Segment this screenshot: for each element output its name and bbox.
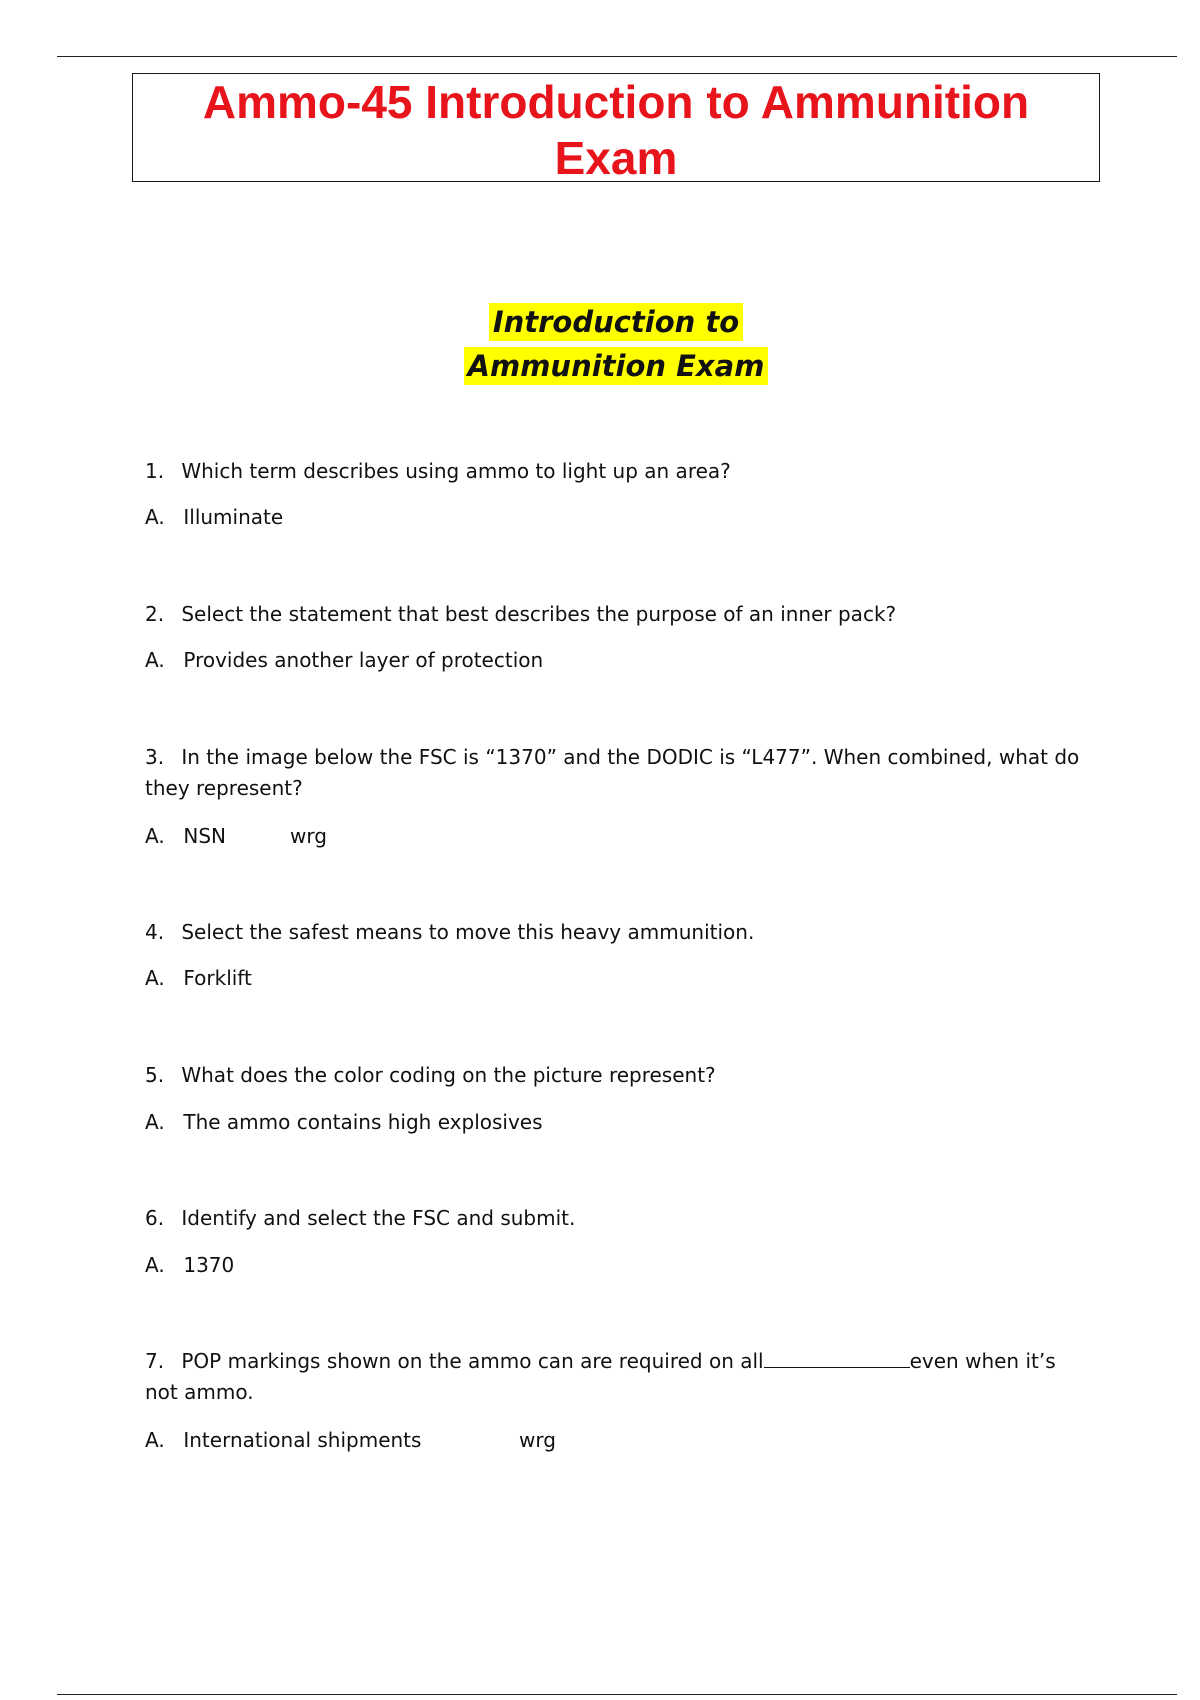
question-number: 6. xyxy=(145,1206,165,1230)
answer-2 xyxy=(145,646,543,674)
question-5 xyxy=(145,1060,1085,1091)
exam-subtitle xyxy=(0,300,1200,388)
answer-text: Illuminate xyxy=(183,505,284,529)
question-number: 7. xyxy=(145,1349,165,1373)
subtitle-line-2: Ammunition Exam xyxy=(464,347,769,385)
question-3 xyxy=(145,742,1085,804)
answer-text: NSN xyxy=(183,824,226,848)
answer-1 xyxy=(145,503,283,531)
fill-in-blank xyxy=(764,1349,910,1368)
question-7 xyxy=(145,1346,1085,1408)
answer-text: 1370 xyxy=(183,1253,235,1277)
question-4 xyxy=(145,917,1085,948)
bottom-rule xyxy=(57,1694,1177,1695)
question-text-after-blank: even when it’s not ammo. xyxy=(145,1349,1056,1404)
question-number: 2. xyxy=(145,602,165,626)
answer-text: International shipments xyxy=(183,1428,422,1452)
answer-text: Provides another layer of protection xyxy=(183,648,544,672)
title-line-2: Exam xyxy=(554,132,678,184)
question-number: 4. xyxy=(145,920,165,944)
question-text: In the image below the FSC is “1370” and the DODIC is “L477”. When combined, what do they represent? xyxy=(145,745,1080,800)
answer-3 xyxy=(145,822,226,850)
top-rule xyxy=(57,56,1177,57)
question-6 xyxy=(145,1203,1085,1234)
question-text: Select the statement that best describes the purpose of an inner pack? xyxy=(181,602,897,626)
answer-text: Forklift xyxy=(183,966,252,990)
question-text: Which term describes using ammo to light up an area? xyxy=(181,459,731,483)
question-text-before-blank: POP markings shown on the ammo can are required on all xyxy=(181,1349,764,1373)
question-1 xyxy=(145,456,1085,487)
answer-letter: A. xyxy=(145,1110,165,1134)
question-text: Select the safest means to move this heavy ammunition. xyxy=(181,920,755,944)
subtitle-line-1: Introduction to xyxy=(489,303,743,341)
question-text: Identify and select the FSC and submit. xyxy=(181,1206,576,1230)
title-line-1: Ammo-45 Introduction to Ammunition xyxy=(202,76,1030,128)
question-number: 1. xyxy=(145,459,165,483)
answer-6 xyxy=(145,1251,234,1279)
answer-7-note: wrg xyxy=(519,1428,556,1452)
answer-4 xyxy=(145,964,252,992)
document-title xyxy=(133,74,1099,186)
answer-letter: A. xyxy=(145,648,165,672)
question-number: 5. xyxy=(145,1063,165,1087)
answer-letter: A. xyxy=(145,966,165,990)
answer-letter: A. xyxy=(145,505,165,529)
answer-letter: A. xyxy=(145,1253,165,1277)
question-number: 3. xyxy=(145,745,165,769)
answer-text: The ammo contains high explosives xyxy=(183,1110,543,1134)
answer-letter: A. xyxy=(145,1428,165,1452)
answer-3-note: wrg xyxy=(290,824,327,848)
answer-letter: A. xyxy=(145,824,165,848)
title-box xyxy=(132,73,1100,182)
answer-5 xyxy=(145,1108,543,1136)
question-2 xyxy=(145,599,1085,630)
answer-7 xyxy=(145,1426,421,1454)
question-text: What does the color coding on the picture represent? xyxy=(181,1063,716,1087)
